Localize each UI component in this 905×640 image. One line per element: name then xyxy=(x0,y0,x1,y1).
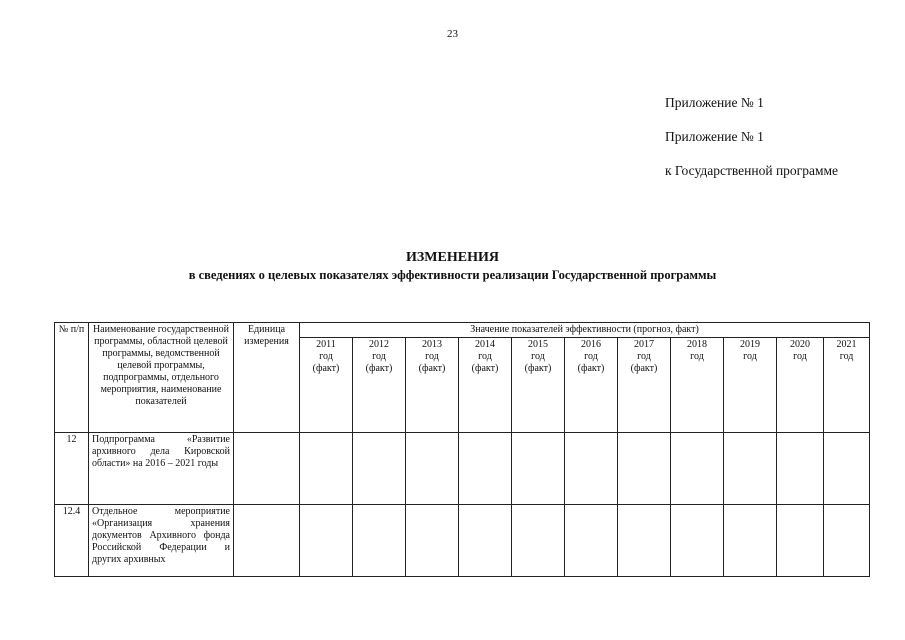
header-year-2013 xyxy=(406,338,459,433)
year-year: 2017 xyxy=(634,339,654,350)
value-cell-2018 xyxy=(671,505,724,577)
row-number: 12 xyxy=(55,433,89,505)
annex-line-1: Приложение № 1 xyxy=(665,95,764,110)
header-values-group: Значение показателей эффективности (прогноз, факт) xyxy=(300,323,870,338)
annex-line-2: Приложение № 1 xyxy=(665,129,764,144)
year-unit: год xyxy=(690,351,704,362)
document-subtitle: в сведениях о целевых показателях эффективности реализации Государственной программы xyxy=(188,268,717,282)
value-cell-2016 xyxy=(565,505,618,577)
year-unit: год xyxy=(743,351,757,362)
year-unit: год xyxy=(637,351,651,362)
header-name: Наименование государственной программы, областной целевой программы, ведомственной целевой программы, подпрограммы, отдельного мероприятия, наименование показателей xyxy=(89,323,234,433)
value-cell-2020 xyxy=(777,433,824,505)
value-cell-2015 xyxy=(512,505,565,577)
year-year: 2013 xyxy=(422,339,442,350)
header-year-2018 xyxy=(671,338,724,433)
header-year-2016 xyxy=(565,338,618,433)
row-name: Подпрограмма «Развитие архивного дела Кировской области» на 2016 – 2021 годы xyxy=(89,433,234,505)
value-cell-2017 xyxy=(618,505,671,577)
value-cell-2021 xyxy=(824,505,870,577)
value-cell-2012 xyxy=(353,433,406,505)
year-unit: год xyxy=(839,351,854,362)
table-row xyxy=(55,433,870,505)
year-year: 2011 xyxy=(316,339,336,350)
year-unit: год xyxy=(793,351,807,362)
row-unit xyxy=(234,433,300,505)
value-cell-2019 xyxy=(724,505,777,577)
year-unit: год xyxy=(319,351,333,362)
row-number: 12.4 xyxy=(55,505,89,577)
year-year: 2019 xyxy=(740,339,760,350)
year-unit: год xyxy=(425,351,439,362)
header-number: № п/п xyxy=(55,323,89,433)
value-cell-2019 xyxy=(724,433,777,505)
value-cell-2013 xyxy=(406,505,459,577)
year-year: 2021 xyxy=(836,339,857,350)
header-year-2017 xyxy=(618,338,671,433)
year-unit: год xyxy=(478,351,492,362)
year-year: 2015 xyxy=(528,339,548,350)
value-cell-2017 xyxy=(618,433,671,505)
row-name: Отдельное мероприятие «Организация хранения документов Архивного фонда Российской Федерации и других архивных xyxy=(89,505,234,577)
year-note: (факт) xyxy=(312,363,340,374)
document-title: ИЗМЕНЕНИЯ xyxy=(406,250,499,265)
indicators-table xyxy=(54,322,870,577)
value-cell-2015 xyxy=(512,433,565,505)
year-note: (факт) xyxy=(365,363,393,374)
table-row xyxy=(55,505,870,577)
year-year: 2012 xyxy=(369,339,389,350)
year-note: (факт) xyxy=(577,363,605,374)
year-note: (факт) xyxy=(471,363,499,374)
value-cell-2016 xyxy=(565,433,618,505)
value-cell-2014 xyxy=(459,433,512,505)
header-year-2021 xyxy=(824,338,870,433)
year-note: (факт) xyxy=(524,363,552,374)
row-unit xyxy=(234,505,300,577)
year-year: 2014 xyxy=(475,339,495,350)
year-year: 2018 xyxy=(687,339,707,350)
value-cell-2018 xyxy=(671,433,724,505)
header-year-2014 xyxy=(459,338,512,433)
value-cell-2021 xyxy=(824,433,870,505)
header-year-2019 xyxy=(724,338,777,433)
year-year: 2020 xyxy=(790,339,810,350)
year-unit: год xyxy=(372,351,386,362)
year-note: (факт) xyxy=(630,363,658,374)
header-year-2020 xyxy=(777,338,824,433)
value-cell-2011 xyxy=(300,505,353,577)
value-cell-2013 xyxy=(406,433,459,505)
header-unit: Единица измерения xyxy=(234,323,300,433)
header-year-2015 xyxy=(512,338,565,433)
header-year-2012 xyxy=(353,338,406,433)
value-cell-2014 xyxy=(459,505,512,577)
year-unit: год xyxy=(584,351,598,362)
value-cell-2012 xyxy=(353,505,406,577)
year-year: 2016 xyxy=(581,339,601,350)
year-unit: год xyxy=(531,351,545,362)
annex-line-3: к Государственной программе xyxy=(665,163,839,178)
year-note: (факт) xyxy=(418,363,446,374)
header-year-2011 xyxy=(300,338,353,433)
value-cell-2011 xyxy=(300,433,353,505)
value-cell-2020 xyxy=(777,505,824,577)
page-number: 23 xyxy=(447,28,458,40)
